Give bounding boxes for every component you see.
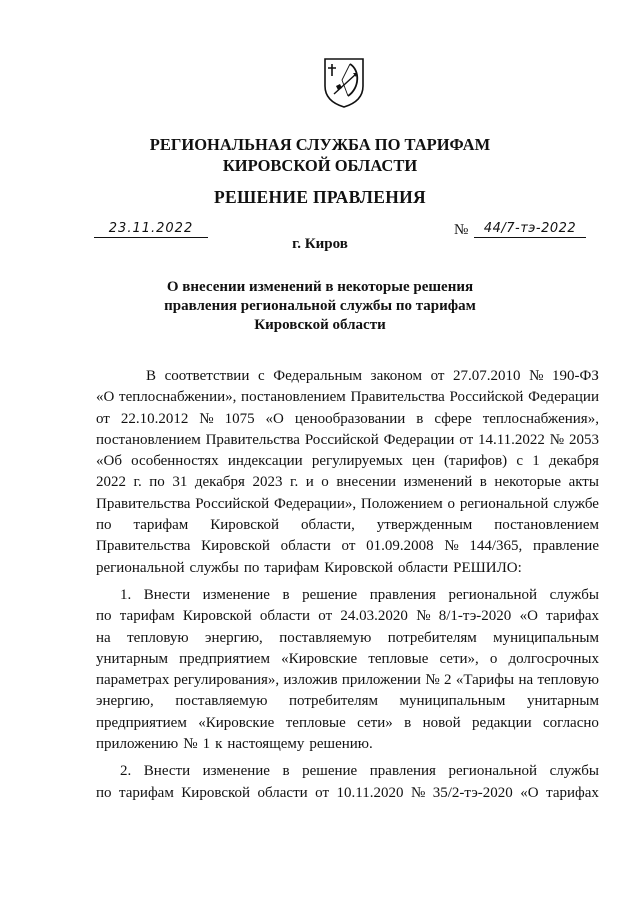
- organization-name-line1: РЕГИОНАЛЬНАЯ СЛУЖБА ПО ТАРИФАМ: [149, 135, 491, 154]
- paragraph: [96, 366, 599, 579]
- paragraph-line: по тарифам Кировской области от 24.03.2020 № 8/1-тэ-2020 «О тарифах: [96, 608, 599, 625]
- paragraph: [96, 761, 599, 804]
- document-body: [96, 366, 599, 804]
- document-number: 44/7-тэ-2022: [474, 221, 586, 238]
- paragraph-line: предприятием «Кировские тепловые сети» в новой редакции согласно: [96, 714, 599, 731]
- paragraph-line: по тарифам Кировской области, утвержденным постановлением: [96, 517, 599, 534]
- paragraph-line: приложению № 1 к настоящему решению.: [96, 736, 373, 753]
- city: г. Киров: [292, 236, 348, 252]
- paragraph-line: энергию, поставляемую потребителям муниципальным унитарным: [96, 693, 599, 710]
- paragraph-line: от 22.10.2012 № 1075 «О ценообразовании в сфере теплоснабжения»,: [96, 410, 599, 427]
- paragraph-line: В соответствии с Федеральным законом от 27.07.2010 № 190-ФЗ: [146, 368, 599, 384]
- paragraph-line: 2. Внести изменение в решение правления региональной службы: [120, 763, 599, 780]
- organization-name-line2: КИРОВСКОЙ ОБЛАСТИ: [222, 156, 418, 175]
- paragraph-line: 1. Внести изменение в решение правления региональной службы: [120, 586, 599, 603]
- paragraph-line: Правительства Российской Федерации», Положением о региональной службе: [96, 495, 599, 512]
- paragraph-line: по тарифам Кировской области от 10.11.2020 № 35/2-тэ-2020 «О тарифах: [96, 784, 599, 801]
- subject-line: О внесении изменений в некоторые решения: [166, 279, 474, 295]
- paragraph-line: «Об особенностях индексации регулируемых цен (тарифов) с 1 декабря: [96, 453, 599, 470]
- paragraph-line: «О теплоснабжении», постановлением Правительства Российской Федерации: [96, 389, 599, 406]
- paragraph-line: 2022 г. по 31 декабря 2023 г. и о внесении изменений в некоторые акты: [96, 474, 599, 491]
- subject-line: правления региональной службы по тарифам: [164, 298, 476, 314]
- paragraph: [96, 585, 599, 755]
- paragraph-line: на тепловую энергию, поставляемую потребителям муниципальным: [96, 629, 599, 646]
- paragraph-line: параметрах регулирования», изложив приложении № 2 «Тарифы на тепловую: [96, 672, 599, 689]
- document-title: РЕШЕНИЕ ПРАВЛЕНИЯ: [214, 187, 426, 207]
- document-subject: [0, 278, 640, 335]
- paragraph-line: постановлением Правительства Российской Федерации от 14.11.2022 № 2053: [96, 431, 599, 448]
- paragraph-line: Правительства Кировской области от 01.09.2008 № 144/365, правление: [96, 538, 599, 555]
- paragraph-line: региональной службы по тарифам Кировской области РЕШИЛО:: [96, 559, 522, 576]
- paragraph-line: унитарным предприятием «Кировские тепловые сети», о долгосрочных: [96, 650, 599, 667]
- document-date: 23.11.2022: [94, 221, 208, 238]
- number-sign: №: [454, 222, 469, 238]
- coat-of-arms-icon: [322, 56, 366, 108]
- organization-name: [0, 134, 640, 176]
- subject-line: Кировской области: [254, 317, 386, 333]
